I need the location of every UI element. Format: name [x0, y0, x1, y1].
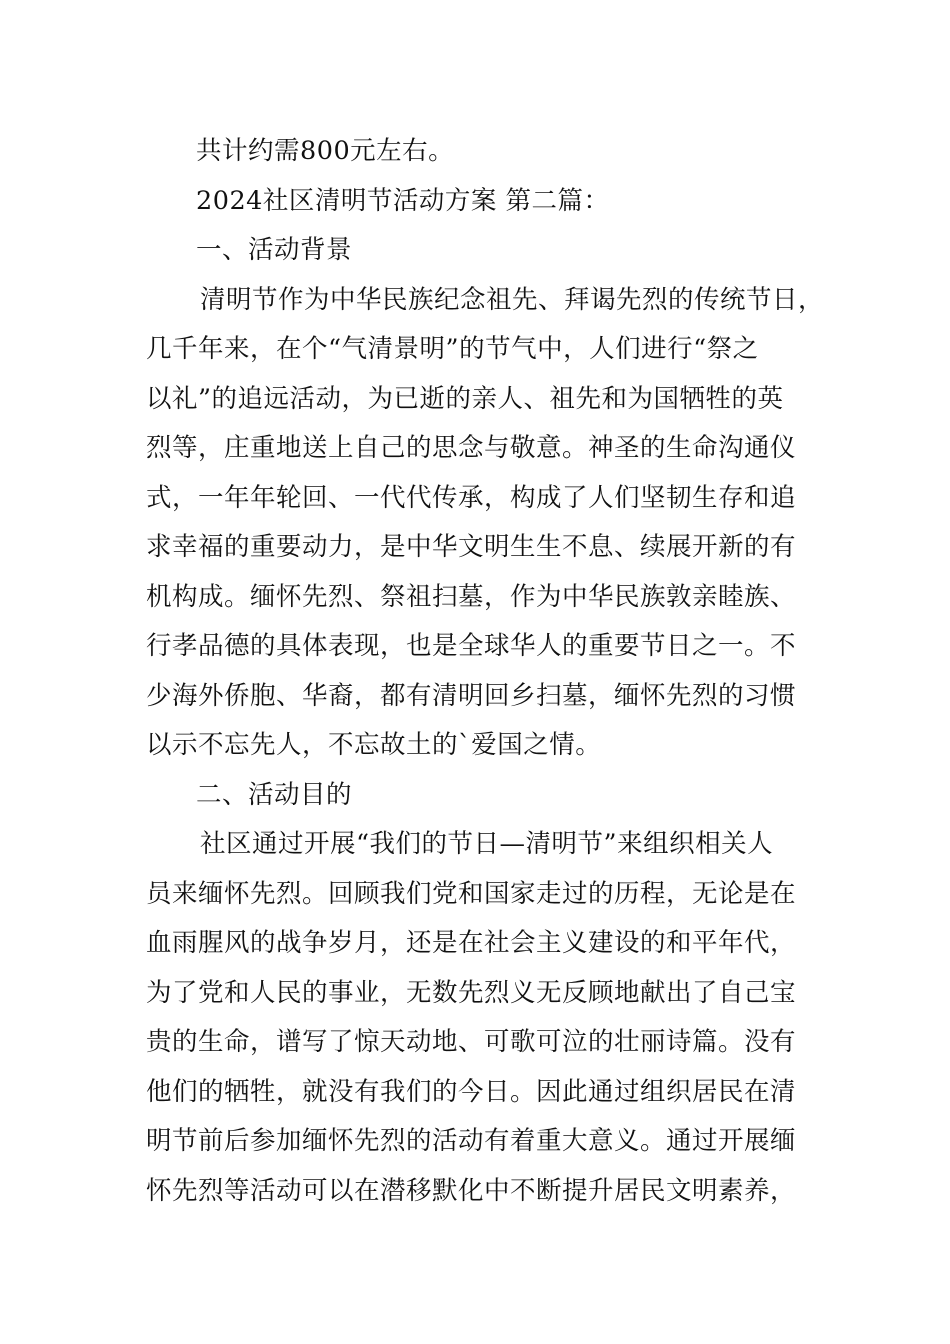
paragraph-line: 少海外侨胞、华裔，都有清明回乡扫墓，缅怀先烈的习惯 — [146, 680, 797, 711]
paragraph-line: 贵的生命，谱写了惊天动地、可歌可泣的壮丽诗篇。没有 — [146, 1027, 797, 1057]
paragraph-line: 明节前后参加缅怀先烈的活动有着重大意义。通过开展缅 — [146, 1126, 797, 1156]
paragraph-line: 怀先烈等活动可以在潜移默化中不断提升居民文明素养， — [146, 1175, 797, 1206]
paragraph-line: 式，一年年轮回、一代代传承，构成了人们坚韧生存和追 — [146, 482, 797, 513]
paragraph-line: 为了党和人民的事业，无数先烈义无反顾地献出了自己宝 — [146, 977, 797, 1008]
paragraph-line: 血雨腥风的战争岁月，还是在社会主义建设的和平年代， — [146, 928, 797, 958]
document-body — [146, 127, 825, 1216]
section-title: 2024社区清明节活动方案 第二篇： — [196, 185, 610, 216]
paragraph-line: 他们的牺牲，就没有我们的今日。因此通过组织居民在清 — [146, 1076, 797, 1107]
paragraph-line: 烈等，庄重地送上自己的思念与敬意。神圣的生命沟通仪 — [146, 433, 797, 463]
paragraph-line: 求幸福的重要动力，是中华文明生生不息、续展开新的有 — [146, 532, 797, 562]
paragraph-line: 机构成。缅怀先烈、祭祖扫墓，作为中华民族敦亲睦族、 — [146, 581, 797, 612]
paragraph-line: 行孝品德的具体表现，也是全球华人的重要节日之一。不 — [146, 631, 797, 661]
paragraph-line: 社区通过开展“我们的节日—清明节”来组织相关人 — [200, 829, 774, 859]
paragraph-line: 员来缅怀先烈。回顾我们党和国家走过的历程，无论是在 — [146, 878, 797, 909]
paragraph-line: 以礼”的追远活动，为已逝的亲人、祖先和为国牺牲的英 — [146, 383, 784, 414]
heading-background: 一、活动背景 — [196, 235, 353, 265]
paragraph-line: 清明节作为中华民族纪念祖先、拜谒先烈的传统节日， — [200, 284, 825, 315]
paragraph-line: 以示不忘先人，不忘故土的`爱国之情。 — [146, 730, 602, 760]
heading-purpose: 二、活动目的 — [196, 779, 353, 810]
text-line: 共计约需800元左右。 — [196, 136, 455, 166]
paragraph-line: 几千年来，在个“气清景明”的节气中，人们进行“祭之 — [146, 334, 759, 364]
